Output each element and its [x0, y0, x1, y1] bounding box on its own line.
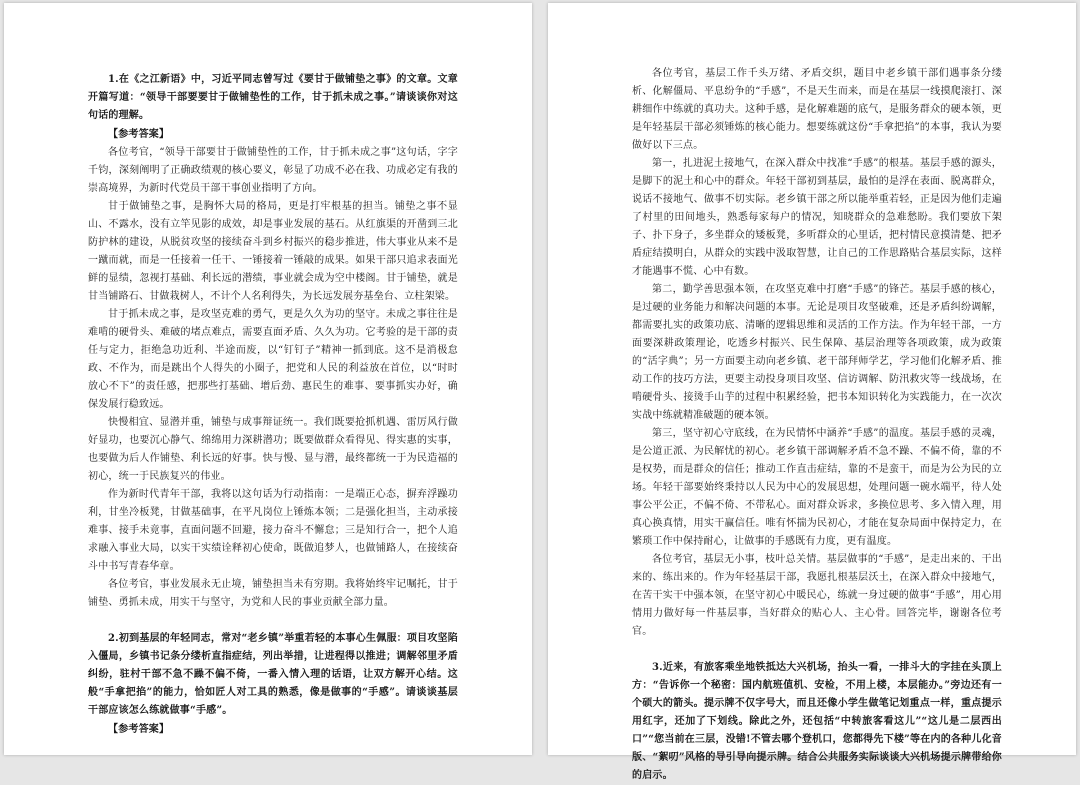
question-3: 3.近来，有旅客乘坐地铁抵达大兴机场，抬头一看，一排斗大的字挂在头顶上方：“告诉你一个秘密：国内航班值机、安检，不用上楼，本层能办。”旁边还有一个硕大的箭头。提示牌不仅字号大，而且还像小学生做笔记划重点一样，重点提示用红字，还加了下划线。除此之外，还包括“中转旅客看这儿”“这儿是二层西出口”“您当前在三层，没错!不管去哪个登机口，您都得先下楼”等在内的各种儿化音版、“絮叨”风格的导引导向提示牌。结合公共服务实际谈谈大兴机场提示牌带给你的启示。 [632, 662, 1002, 781]
answer-1-paragraph: 各位考官，事业发展永无止境，铺垫担当未有穷期。我将始终牢记嘱托，甘于铺垫、勇抓未成，用实干与坚守，为党和人民的事业贡献全部力量。 [88, 579, 458, 608]
answer-1-paragraph: 作为新时代青年干部，我将以这句话为行动指南：一是端正心态，摒弃浮躁功利，甘坐冷板凳，甘做基础事，在平凡岗位上锤炼本领；二是强化担当，主动承接难事、接手未竟事，直面问题不回避，接力奋斗不懈怠；三是知行合一，把个人追求融入事业大局，以实干实绩诠释初心使命，既做追梦人，也做铺路人，在接续奋斗中书写青春华章。 [88, 489, 458, 572]
answer-1-paragraph: 甘于抓未成之事，是攻坚克难的勇气，更是久久为功的坚守。未成之事往往是难啃的硬骨头、难破的堵点难点，需要直面矛盾、久久为功。它考验的是干部的责任与定力，拒绝急功近利、半途而废，以“钉钉子”精神一抓到底。这不是消极怠政、不作为，而是跳出个人得失的小圈子，把党和人民的利益放在首位，以“时时放心不下”的责任感，把那些打基础、增后劲、惠民生的难事、要事抓实办好，确保发展行稳致远。 [88, 309, 458, 410]
paragraph-gap [632, 641, 1002, 659]
answer-2-paragraph: 各位考官，基层无小事，枝叶总关情。基层做事的“手感”，是走出来的、干出来的、练出来的。作为年轻基层干部，我愿扎根基层沃土，在深入群众中接地气，在苦干实干中强本领，在坚守初心中暖民心，练就一身过硬的做事“手感”，用心用情用力做好每一件基层事，当好群众的贴心人、主心骨。回答完毕，谢谢各位考官。 [632, 554, 1002, 637]
question-1-answer-label: 【参考答案】 [108, 129, 170, 140]
answer-1-paragraph: 甘于做铺垫之事，是胸怀大局的格局，更是打牢根基的担当。铺垫之事不显山、不露水，没有立竿见影的成效，却是事业发展的基石。从红旗渠的开凿到三北防护林的建设，从脱贫攻坚的接续奋斗到乡村振兴的稳步推进，伟大事业从来不是一蹴而就，而是一任接着一任干、一锤接着一锤敲的成果。如果干部只追求表面光鲜的显绩，忽视打基础、利长远的潜绩，事业就会成为空中楼阁。甘于铺垫，就是甘当铺路石、甘做栽树人，不计个人名利得失，为长远发展夯基垒台、立柱架梁。 [88, 201, 458, 302]
document-page-left [4, 3, 532, 755]
question-2-answer-label: 【参考答案】 [108, 724, 170, 735]
answer-1-paragraph: 快慢相宜、显潜并重，铺垫与成事辩证统一。我们既要抢抓机遇、雷厉风行做好显功，也要沉心静气、绵绵用力深耕潜功；既要做群众看得见、得实惠的实事，也要做为后人作铺垫、利长远的好事。快与慢、显与潜，最终都统一于为民造福的初心，统一于民族复兴的伟业。 [88, 417, 458, 482]
question-2: 2.初到基层的年轻同志，常对“老乡镇”举重若轻的本事心生佩服：项目攻坚陷入僵局，乡镇书记条分缕析直指症结，列出举措，让进程得以推进；调解邻里矛盾纠纷，驻村干部不急不躁不偏不倚，一番入情入理的话语，让双方解开心结。这般“手拿把掐”的能力，恰如匠人对工具的熟悉，像是做事的“手感”。请谈谈基层干部应该怎么练就做事“手感”。 [88, 633, 458, 716]
answer-1-paragraph: 各位考官，“领导干部要甘于做铺垫性的工作，甘于抓未成之事”这句话，字字千钧，深刻阐明了正确政绩观的核心要义，彰显了功成不必在我、功成必定有我的崇高境界，为新时代党员干部干事创业指明了方向。 [88, 147, 458, 194]
paragraph-gap [88, 612, 458, 630]
answer-2-paragraph: 第三，坚守初心守底线，在为民情怀中涵养“手感”的温度。基层手感的灵魂，是公道正派、为民解忧的初心。老乡镇干部调解矛盾不急不躁、不偏不倚，靠的不是权势，而是群众的信任；推动工作直击症结，靠的不是蛮干，而是为公为民的立场。年轻干部要始终秉持以人民为中心的发展思想，处理问题一碗水端平，待人处事公平公正，不偏不倚、不带私心。面对群众诉求，多换位思考、多入情入理，用真心换真情，用实干赢信任。唯有怀揣为民初心，才能在复杂局面中保持定力，在繁琐工作中保持耐心，让做事的手感既有力度，更有温度。 [632, 428, 1002, 547]
page-left-content [88, 71, 458, 739]
answer-2-paragraph: 第一，扎进泥土接地气，在深入群众中找准“手感”的根基。基层手感的源头，是脚下的泥土和心中的群众。年轻干部初到基层，最怕的是浮在表面、脱离群众，说话不接地气、做事不切实际。老乡镇干部之所以能举重若轻，正是因为他们走遍了村里的田间地头，熟悉每家每户的情况，知晓群众的急难愁盼。我们要放下架子、扑下身子，多坐群众的矮板凳，多听群众的心里话，把村情民意摸清楚、把矛盾症结摸明白，从群众的实践中汲取智慧，让自己的工作思路贴合基层实际，这样才能遇事不慌、心中有数。 [632, 158, 1002, 277]
page-right-content [632, 65, 1002, 785]
answer-2-paragraph: 第二，勤学善思强本领，在攻坚克难中打磨“手感”的锋芒。基层手感的核心，是过硬的业务能力和解决问题的本事。无论是项目攻坚破难，还是矛盾纠纷调解，都需要扎实的政策功底、清晰的逻辑思维和灵活的工作方法。作为年轻干部，一方面要深耕政策理论，吃透乡村振兴、民生保障、基层治理等各项政策，成为政策的“活字典”；另一方面要主动向老乡镇、老干部拜师学艺，学习他们化解矛盾、推动工作的技巧方法，更要主动投身项目攻坚、信访调解、防汛救灾等一线战场，在啃硬骨头、接烫手山芋的过程中积累经验，把书本知识转化为实践能力，在一次次实战中练就精准破题的硬本领。 [632, 284, 1002, 421]
document-page-right [548, 3, 1076, 781]
question-1: 1.在《之江新语》中，习近平同志曾写过《要甘于做铺垫之事》的文章。文章开篇写道：“领导干部要要甘于做铺垫性的工作，甘于抓未成之事。”请谈谈你对这句话的理解。 [88, 74, 458, 121]
answer-2-paragraph: 各位考官，基层工作千头万绪、矛盾交织，题目中老乡镇干部们遇事条分缕析、化解僵局、平息纷争的“手感”，不是天生而来，而是在基层一线摸爬滚打、深耕细作中练就的真功夫。这种手感，是化解难题的底气，是服务群众的硬本领，更是年轻基层干部必须锤炼的核心能力。想要练就这份“手拿把掐”的本事，我认为要做好以下三点。 [632, 68, 1002, 151]
